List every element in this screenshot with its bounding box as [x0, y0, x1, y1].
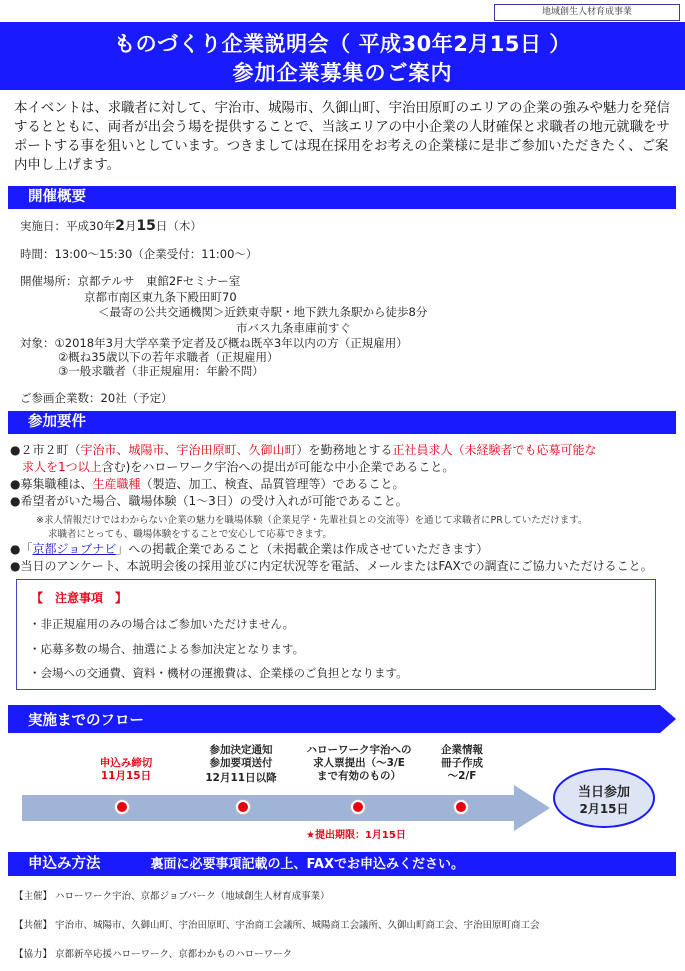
req1-one-or-more: 求人を1つ以上	[22, 460, 102, 474]
step-notification-marker	[236, 800, 250, 814]
step-notification-date: 12月11日以降	[205, 772, 277, 784]
req4-prefix: ●「	[10, 542, 33, 556]
requirement-area-cont	[22, 459, 454, 476]
cooperators: 【協力】 京都新卒応援ハローワーク、京都わかものハローワーク	[14, 949, 293, 960]
step-job-posting	[304, 744, 414, 783]
target-1: 対象：①2018年3月大学卒業予定者及び概ね既卒3年以内の方（正規雇用）	[20, 336, 408, 350]
req1-mid: ）を勤務地とする	[296, 443, 393, 457]
requirement-work-experience: ●希望者がいた場合、職場体験（1～3日）の受け入れが可能であること。	[10, 494, 408, 508]
step-brochure-label1: 企業情報	[441, 744, 483, 756]
timeline-arrow	[22, 785, 552, 831]
venue-access-train: ＜最寄の公共交通機関＞近鉄東寺駅・地下鉄九条駅から徒歩8分	[98, 305, 428, 319]
step-deadline-label: 申込み締切	[99, 757, 153, 769]
event-day-label: 当日参加	[577, 785, 630, 800]
step-notification	[196, 744, 286, 785]
req1-fulltime: 正社員求人	[392, 443, 453, 457]
intro-paragraph: 本イベントは、求職者に対して、宇治市、城陽市、久御山町、宇治田原町のエリアの企業の強みや魅力を発信するとともに、両者が出会う場を提供することで、当該エリアの中小企業の人財確保と求職者の地元就職をサポートする事を狙いとしています。つきましては現在採用をお考えの企業様に是非ご参加いただきたく、ご案内申し上げます。	[14, 101, 670, 173]
step-deadline	[86, 757, 166, 783]
event-day-oval	[553, 768, 655, 828]
step-deadline-marker	[115, 800, 129, 814]
requirement-note-2: 求職者にとっても、職場体験をすることで安心して応募できます。	[48, 529, 333, 540]
date-day: 15	[136, 218, 156, 234]
notice-item: ・非正規雇用のみの場合はご参加いただけません。	[29, 617, 295, 631]
section-overview-heading: 開催概要	[8, 186, 676, 209]
venue-name: 開催場所：京都テルサ 東館2Fセミナー室	[20, 274, 241, 288]
step-notification-label1: 参加決定通知	[209, 744, 273, 756]
date-suffix: 日（木）	[155, 219, 202, 233]
step-notification-label2: 参加要項送付	[209, 757, 273, 769]
company-count: ご参画企業数：20社（予定）	[20, 391, 173, 405]
requirement-note-1: ※求人情報だけではわからない企業の魅力を職場体験（企業見学・先輩社員との交流等）を通じて求職者にPRしていただけます。	[36, 515, 588, 526]
target-3: ③一般求職者（非正規雇用：年齢不問）	[58, 364, 264, 378]
req2-suffix: （製造、加工、検査、品質管理等）であること。	[140, 477, 405, 491]
organizer: 【主催】 ハローワーク宇治、京都ジョブパーク（地域創生人材育成事業）	[14, 891, 330, 902]
date-prefix: 実施日：平成30年	[20, 219, 116, 233]
req1-suffix: 含む)をハローワーク宇治への提出が可能な中小企業であること。	[101, 460, 455, 474]
req4-suffix: 」への掲載企業であること（未掲載企業は作成させていただきます）	[116, 542, 489, 556]
req1-prefix: ●２市２町（	[10, 443, 81, 457]
step-job-posting-label1: ハローワーク宇治への	[306, 744, 412, 756]
target-2: ②概ね35歳以下の若年求職者（正規雇用）	[58, 350, 279, 364]
section-flow-heading: 実施までのフロー	[28, 713, 144, 729]
page-subtitle: 参加企業募集のご案内	[232, 61, 453, 85]
venue-address: 京都市南区東九条下殿田町70	[84, 290, 237, 304]
apply-heading: 申込み方法	[28, 856, 101, 872]
title-banner	[0, 22, 685, 90]
req1-inexperienced: （未経験者でも応募可能な	[452, 443, 597, 457]
event-date	[20, 218, 202, 234]
step-brochure-marker	[454, 800, 468, 814]
co-organizers: 【共催】 宇治市、城陽市、久御山町、宇治田原町、宇治商工会議所、城陽商工会議所、久御山町商工会、宇治田原町商工会	[14, 920, 540, 931]
step-deadline-date: 11月15日	[100, 770, 152, 782]
step-job-posting-label2: 求人票提出（～3/E	[313, 757, 405, 769]
event-day-date: 2月15日	[579, 802, 629, 816]
notice-box	[16, 579, 656, 690]
notice-heading: 【 注意事項 】	[31, 591, 128, 605]
step-job-posting-label3: まで有効のもの）	[317, 770, 401, 782]
notice-item: ・応募多数の場合、抽選による参加決定となります。	[29, 642, 305, 656]
program-tag: 地域創生人材育成事業	[494, 4, 680, 21]
section-requirements-heading: 参加要件	[8, 411, 676, 434]
requirement-survey: ●当日のアンケート、本説明会後の採用並びに内定状況等を電話、メールまたはFAXでの調査にご協力いただけること。	[10, 559, 653, 573]
requirement-job-type	[10, 476, 405, 493]
req1-area-list: 宇治市、城陽市、宇治田原町、久御山町	[80, 443, 297, 457]
submission-deadline-note: ★提出期限：1月15日	[306, 830, 406, 841]
step-brochure-label2: 冊子作成	[441, 757, 483, 769]
req2-prefix: ●募集職種は、	[10, 477, 93, 491]
apply-note: 裏面に必要事項記載の上、FAXでお申込みください。	[150, 857, 464, 872]
page-title: ものづくり企業説明会（ 平成30年2月15日 ）	[114, 32, 571, 56]
section-apply-heading	[8, 852, 676, 876]
step-job-posting-marker	[351, 800, 365, 814]
event-time: 時間：13:00～15:30（企業受付：11:00～）	[20, 247, 258, 261]
venue-access-bus: 市バス九条車庫前すぐ	[236, 321, 351, 335]
step-brochure-date: ～2/F	[447, 770, 477, 782]
date-month: 2	[115, 218, 125, 234]
step-brochure	[422, 744, 502, 783]
kyoto-jobnavi-link[interactable]: 京都ジョブナビ	[32, 542, 117, 556]
date-month-unit: 月	[124, 219, 137, 233]
notice-item: ・会場への交通費、資料・機材の運搬費は、企業様のご負担となります。	[29, 666, 408, 680]
requirement-area	[10, 442, 597, 459]
req2-production: 生産職種	[92, 477, 141, 491]
requirement-jobnavi	[10, 541, 488, 558]
